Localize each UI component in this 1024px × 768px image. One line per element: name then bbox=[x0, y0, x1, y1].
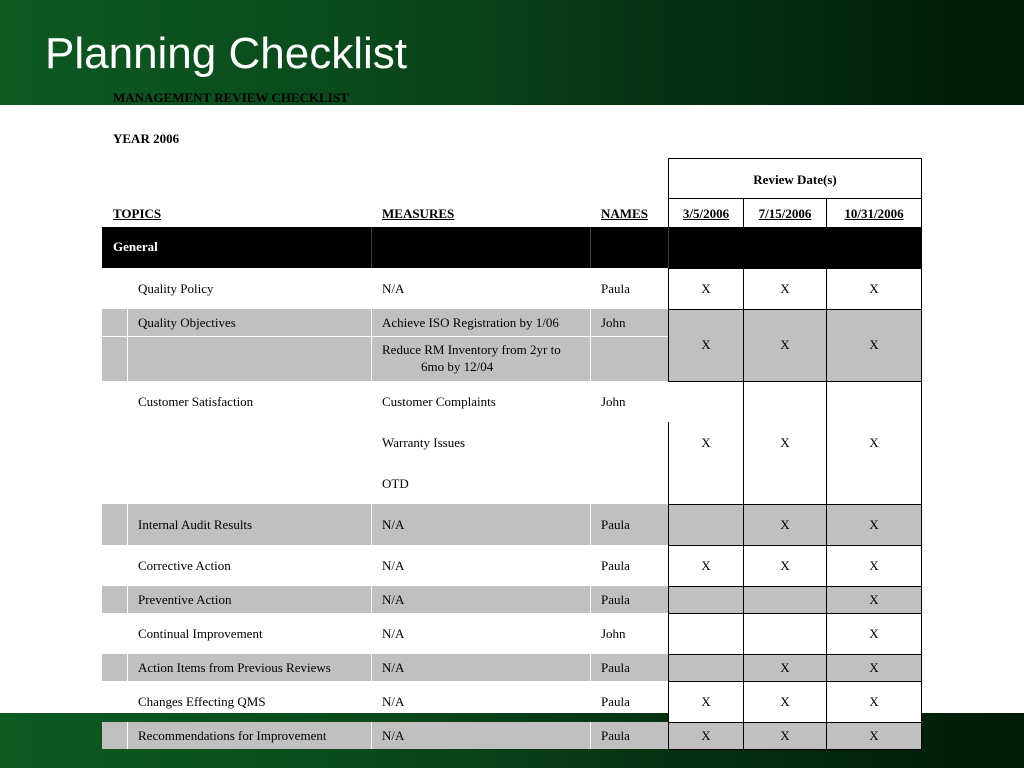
review-cell bbox=[668, 654, 744, 682]
column-divider bbox=[371, 309, 372, 381]
row-name: Paula bbox=[601, 660, 630, 675]
column-divider bbox=[127, 309, 128, 381]
column-divider bbox=[590, 722, 591, 749]
review-cell: X bbox=[743, 504, 827, 546]
column-divider bbox=[371, 504, 372, 545]
row-topic: Customer Satisfaction bbox=[138, 394, 254, 409]
review-cell: X bbox=[826, 545, 922, 587]
review-cell: X bbox=[826, 381, 922, 505]
row-divider bbox=[102, 336, 668, 337]
review-cell: X bbox=[743, 545, 827, 587]
row-measure: N/A bbox=[382, 517, 405, 532]
review-cell bbox=[743, 586, 827, 614]
row-topic: Preventive Action bbox=[138, 592, 232, 607]
column-divider bbox=[371, 654, 372, 681]
column-divider bbox=[590, 586, 591, 613]
review-dates-label: Review Date(s) bbox=[753, 172, 837, 187]
review-cell: X bbox=[668, 309, 744, 382]
column-divider bbox=[127, 586, 128, 613]
row-topic: Internal Audit Results bbox=[138, 517, 253, 532]
column-header-names: NAMES bbox=[601, 206, 648, 221]
row-topic: Quality Objectives bbox=[138, 315, 236, 330]
row-name: John bbox=[601, 315, 626, 330]
section-bar bbox=[102, 227, 922, 268]
row-measure: N/A bbox=[382, 592, 405, 607]
review-cell: X bbox=[826, 309, 922, 382]
column-divider bbox=[590, 309, 591, 381]
row-name: Paula bbox=[601, 728, 630, 743]
review-cell: X bbox=[826, 268, 922, 310]
review-cell bbox=[743, 613, 827, 655]
document-year: YEAR 2006 bbox=[113, 131, 180, 146]
section-divider bbox=[668, 227, 669, 268]
column-divider bbox=[127, 654, 128, 681]
review-cell: X bbox=[826, 613, 922, 655]
review-cell: X bbox=[826, 654, 922, 682]
column-divider bbox=[371, 586, 372, 613]
column-header-topics: TOPICS bbox=[113, 206, 162, 221]
column-header-date-1: 3/5/2006 bbox=[682, 206, 730, 221]
review-cell: X bbox=[743, 309, 827, 382]
review-cell: X bbox=[826, 681, 922, 723]
column-divider bbox=[590, 504, 591, 545]
row-measure: N/A bbox=[382, 728, 405, 743]
review-cell: X bbox=[826, 586, 922, 614]
row-name: Paula bbox=[601, 517, 630, 532]
review-cell: X bbox=[743, 268, 827, 310]
review-cell bbox=[668, 586, 744, 614]
document-heading: MANAGEMENT REVIEW CHECKLIST bbox=[113, 90, 349, 105]
column-divider bbox=[590, 654, 591, 681]
row-name: Paula bbox=[601, 281, 630, 296]
row-topic: Changes Effecting QMS bbox=[138, 694, 266, 709]
column-header-date-3: 10/31/2006 bbox=[844, 206, 904, 221]
row-name: Paula bbox=[601, 592, 630, 607]
review-cell: X bbox=[668, 381, 744, 505]
row-measure: Achieve ISO Registration by 1/06 bbox=[382, 315, 559, 330]
row-name: Paula bbox=[601, 558, 630, 573]
review-cell: X bbox=[743, 681, 827, 723]
row-measure: N/A bbox=[382, 626, 405, 641]
row-measure: N/A bbox=[382, 558, 405, 573]
row-measure: Reduce RM Inventory from 2yr to bbox=[382, 342, 561, 357]
column-divider bbox=[127, 722, 128, 749]
review-cell: X bbox=[743, 654, 827, 682]
border-mask bbox=[668, 382, 669, 422]
review-cell: X bbox=[743, 381, 827, 505]
row-measure: N/A bbox=[382, 694, 405, 709]
row-name: John bbox=[601, 394, 626, 409]
review-cell: X bbox=[668, 722, 744, 750]
review-cell: X bbox=[826, 722, 922, 750]
column-header-date-2: 7/15/2006 bbox=[758, 206, 812, 221]
review-cell: X bbox=[743, 722, 827, 750]
review-cell: X bbox=[668, 268, 744, 310]
row-topic: Action Items from Previous Reviews bbox=[138, 660, 331, 675]
row-topic: Recommendations for Improvement bbox=[138, 728, 327, 743]
column-divider bbox=[371, 722, 372, 749]
row-name: John bbox=[601, 626, 626, 641]
section-divider bbox=[590, 227, 591, 268]
column-divider bbox=[127, 504, 128, 545]
page-title: Planning Checklist bbox=[45, 29, 407, 78]
row-topic: Corrective Action bbox=[138, 558, 231, 573]
review-cell bbox=[668, 613, 744, 655]
column-header-measures: MEASURES bbox=[382, 206, 455, 221]
review-cell bbox=[668, 504, 744, 546]
section-label: General bbox=[113, 239, 158, 254]
review-cell: X bbox=[668, 545, 744, 587]
row-measure: Warranty Issues bbox=[382, 435, 466, 450]
review-cell: X bbox=[668, 681, 744, 723]
review-cell: X bbox=[826, 504, 922, 546]
row-topic: Continual Improvement bbox=[138, 626, 263, 641]
checklist-document bbox=[102, 90, 922, 750]
row-topic: Quality Policy bbox=[138, 281, 214, 296]
section-divider bbox=[371, 227, 372, 268]
row-measure: OTD bbox=[382, 476, 409, 491]
row-measure-continued: 6mo by 12/04 bbox=[421, 359, 494, 374]
row-measure: N/A bbox=[382, 281, 405, 296]
row-name: Paula bbox=[601, 694, 630, 709]
row-measure: Customer Complaints bbox=[382, 394, 496, 409]
row-measure: N/A bbox=[382, 660, 405, 675]
